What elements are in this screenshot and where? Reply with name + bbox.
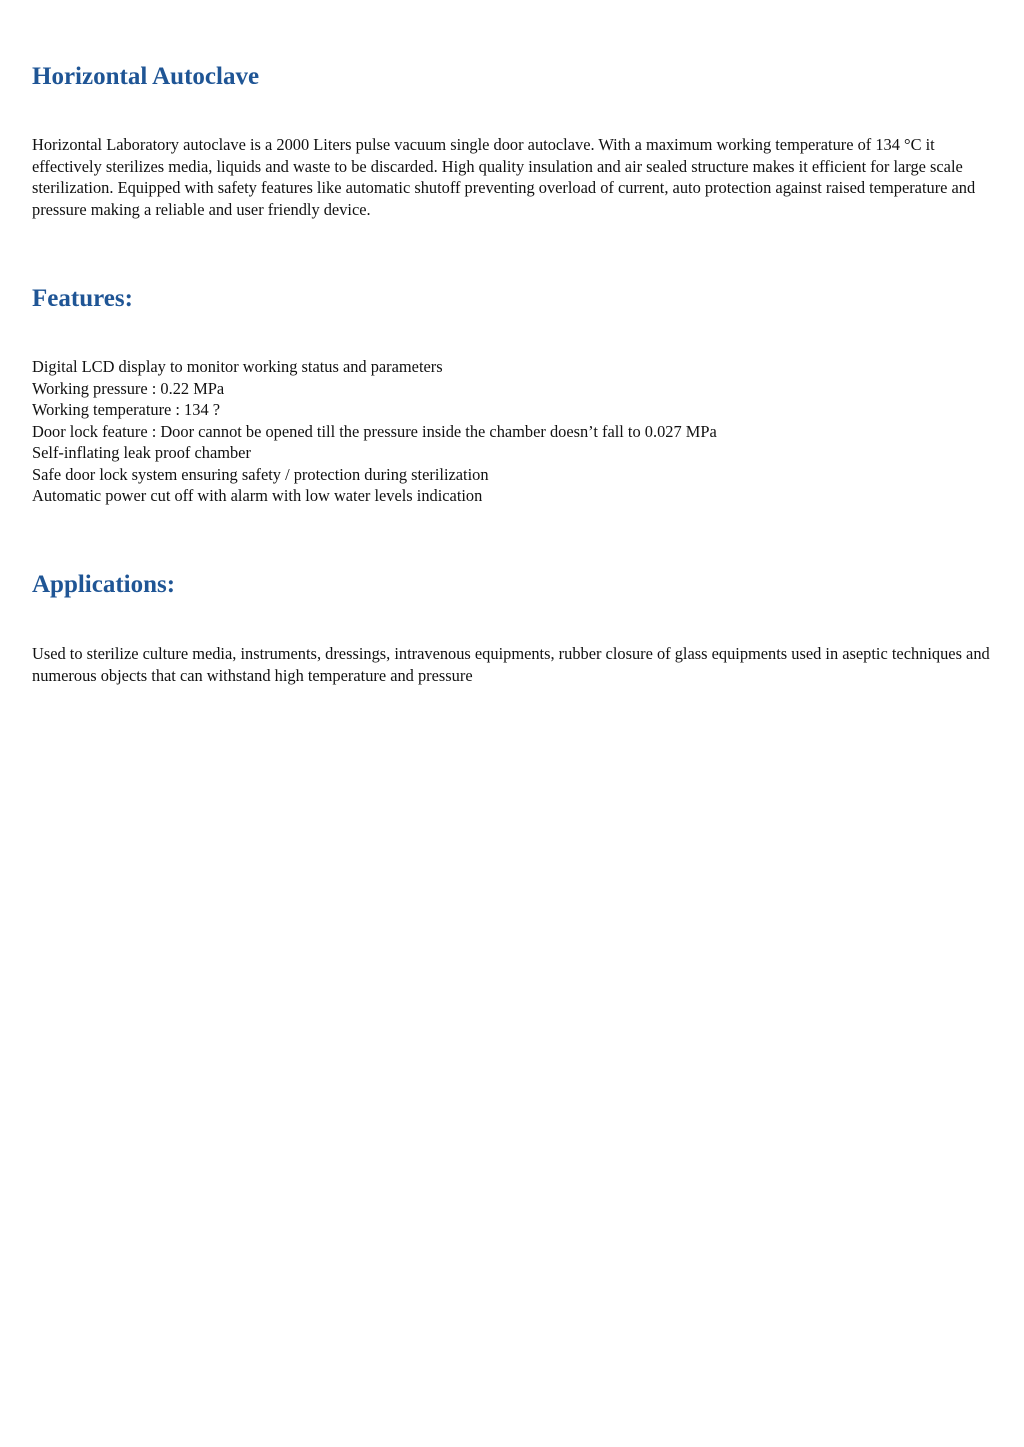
applications-paragraph: Used to sterilize culture media, instruments, dressings, intravenous equipments, rubber closure of glass equipments used in aseptic techniques and numerous objects that can withstand high temperature and pressure [32,644,990,685]
feature-item: Self-inflating leak proof chamber [32,443,251,462]
page-title: Horizontal Autoclave [32,63,260,90]
features-list [32,356,996,507]
intro-paragraph: Horizontal Laboratory autoclave is a 2000 Liters pulse vacuum single door autoclave. With a maximum working temperature of 134 °C it effectively sterilizes media, liquids and waste to be discarded. High quality insulation and air sealed structure makes it efficient for large scale sterilization. Equipped with safety features like automatic shutoff preventing overload of current, auto protection against raised temperature and pressure making a reliable and user friendly device. [32,135,976,219]
feature-item: Working temperature : 134 ? [32,400,221,419]
applications-heading: Applications: [32,571,176,598]
feature-item: Door lock feature : Door cannot be opened till the pressure inside the chamber doesn’t fall to 0.027 MPa [32,421,717,441]
features-heading: Features: [32,285,133,312]
feature-item: Working pressure : 0.22 MPa [32,378,225,398]
feature-item: Automatic power cut off with alarm with low water levels indication [32,486,483,505]
feature-item: Digital LCD display to monitor working status and parameters [32,357,443,376]
feature-item: Safe door lock system ensuring safety / protection during sterilization [32,464,489,484]
